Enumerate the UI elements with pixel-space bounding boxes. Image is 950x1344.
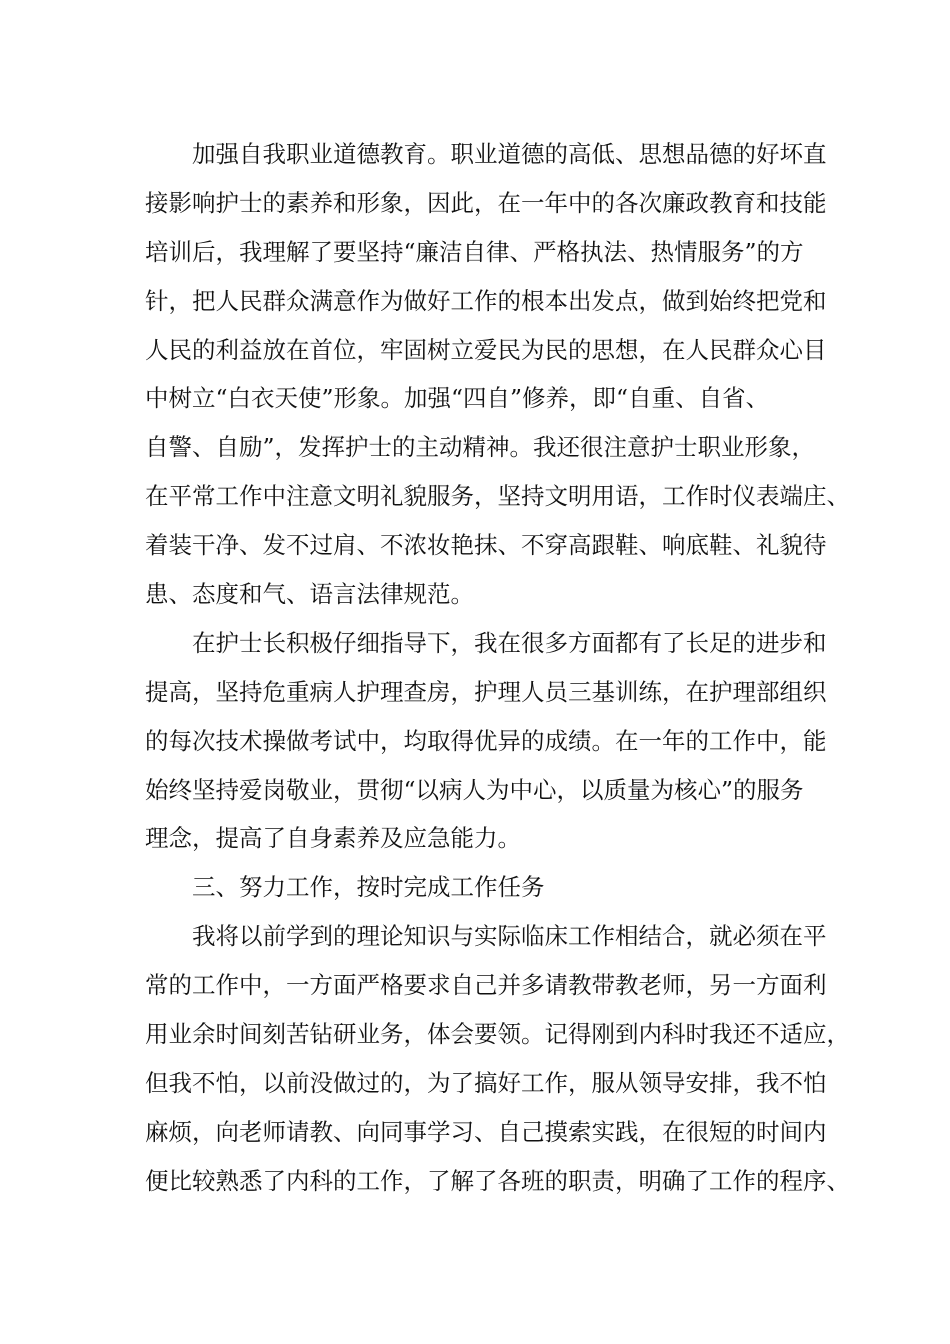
text-line: 始终坚持爱岗敬业，贯彻“以病人为中心，以质量为核心”的服务 <box>145 775 804 804</box>
text-line: 的每次技术操做考试中，均取得优异的成绩。在一年的工作中，能 <box>145 726 827 755</box>
text-line: 中树立“白衣天使”形象。加强“四自”修养，即“自重、自省、 <box>145 384 770 413</box>
text-line: 便比较熟悉了内科的工作，了解了各班的职责，明确了工作的程序、 <box>145 1166 850 1195</box>
text-line: 接影响护士的素养和形象，因此，在一年中的各次廉政教育和技能 <box>145 188 827 217</box>
text-line: 患、态度和气、语言法律规范。 <box>145 580 474 609</box>
text-line: 用业余时间刻苦钻研业务，体会要领。记得刚到内科时我还不适应， <box>145 1020 850 1049</box>
body-text <box>145 130 850 1206</box>
text-line: 人民的利益放在首位，牢固树立爱民为民的思想，在人民群众心目 <box>145 335 827 364</box>
text-line: 加强自我职业道德教育。职业道德的高低、思想品德的好坏直 <box>192 140 827 168</box>
text-line: 但我不怕，以前没做过的，为了搞好工作，服从领导安排，我不怕 <box>145 1068 827 1097</box>
text-line: 自警、自励”，发挥护士的主动精神。我还很注意护士职业形象， <box>145 433 816 462</box>
text-line: 在护士长积极仔细指导下，我在很多方面都有了长足的进步和 <box>192 628 827 657</box>
text-line: 提高，坚持危重病人护理查房，护理人员三基训练，在护理部组织 <box>145 677 827 706</box>
text-line: 针，把人民群众满意作为做好工作的根本出发点，做到始终把党和 <box>145 286 827 315</box>
text-line: 麻烦，向老师请教、向同事学习、自己摸索实践，在很短的时间内 <box>145 1117 827 1146</box>
text-line: 在平常工作中注意文明礼貌服务，坚持文明用语，工作时仪表端庄、 <box>145 482 850 511</box>
section-heading: 三、努力工作，按时完成工作任务 <box>192 873 545 902</box>
text-line: 我将以前学到的理论知识与实际临床工作相结合，就必须在平 <box>192 922 827 951</box>
text-line: 着装干净、发不过肩、不浓妆艳抹、不穿高跟鞋、响底鞋、礼貌待 <box>145 531 827 560</box>
text-line: 培训后，我理解了要坚持“廉洁自律、严格执法、热情服务”的方 <box>145 237 804 266</box>
text-line: 常的工作中，一方面严格要求自己并多请教带教老师，另一方面利 <box>145 971 827 1000</box>
text-line: 理念，提高了自身素养及应急能力。 <box>145 824 521 853</box>
